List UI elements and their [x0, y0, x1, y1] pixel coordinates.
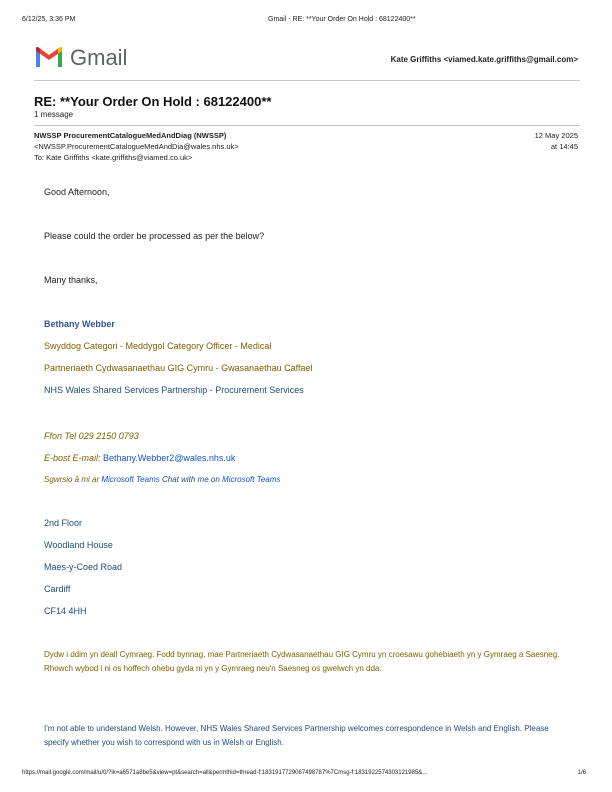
message-date: 12 May 2025: [534, 131, 578, 140]
print-page-title: Gmail - RE: **Your Order On Hold : 68122400**: [268, 16, 416, 23]
address-line: Cardiff: [44, 584, 71, 594]
greeting: Good Afternoon,: [44, 187, 110, 197]
request-text: Please could the order be processed as per the below?: [44, 231, 265, 241]
gmail-m-icon: [34, 45, 64, 69]
message-count: 1 message: [34, 110, 74, 119]
gmail-wordmark: Gmail: [70, 45, 128, 70]
address-line: Woodland House: [44, 540, 113, 550]
welsh-language-notice: Dydw i ddim yn deall Cymraeg. Fodd bynnag, mae Partneriaeth Cydwasanaethau GIG Cymru yn croesawu gohebiaeth yn y Gymraeg a Saesneg. Rhowch wybod i ni os hoffech ohebu gyda ni yn y Gymraeg neu'n Saesneg os gwelwch yn dda.: [44, 650, 560, 673]
signature-teams-line: [44, 475, 280, 484]
signature-org-welsh: Partneriaeth Cydwasanaethau GIG Cymru - Gwasanaethau Caffael: [44, 363, 313, 373]
header-divider: [34, 80, 580, 81]
teams-prefix: Sgwrsio â mi ar: [44, 475, 100, 484]
thanks-text: Many thanks,: [44, 275, 98, 285]
english-language-notice: I'm not able to understand Welsh. However, NHS Wales Shared Services Partnership welcomes correspondence in Welsh and English. Please specify whether you wish to correspond with us in Welsh or English.: [44, 724, 549, 747]
teams-link-english[interactable]: Microsoft Teams: [222, 475, 281, 484]
signature-org-english: NHS Wales Shared Services Partnership - Procurement Services: [44, 385, 304, 395]
sender-name: NWSSP ProcurementCatalogueMedAndDiag (NWSSP): [34, 131, 227, 140]
gmail-logo: [34, 44, 154, 70]
recipient: To: Kate Griffiths <kate.griffiths@viamed.co.uk>: [34, 153, 193, 162]
address-line: 2nd Floor: [44, 518, 83, 528]
message-time: at 14:45: [550, 142, 578, 151]
subject-divider: [34, 125, 580, 126]
teams-link-welsh[interactable]: Microsoft Teams: [101, 475, 160, 484]
signature-name: Bethany Webber: [44, 319, 115, 329]
signature-email-line: [44, 453, 235, 463]
address-line: Maes-y-Coed Road: [44, 562, 123, 572]
sender-email: <NWSSP.ProcurementCatalogueMedAndDia@wales.nhs.uk>: [34, 142, 239, 151]
email-subject: RE: **Your Order On Hold : 68122400**: [34, 94, 272, 109]
signature-title: Swyddog Categori - Meddygol Category Officer - Medical: [44, 341, 272, 351]
page-number: 1/6: [577, 770, 586, 776]
account-user: Kate Griffiths <viamed.kate.griffiths@gmail.com>: [390, 55, 578, 64]
signature-email-link[interactable]: Bethany.Webber2@wales.nhs.uk: [103, 453, 236, 463]
address-line: CF14 4HH: [44, 606, 87, 616]
signature-phone: Ffon Tel 029 2150 0793: [44, 431, 139, 441]
email-label: E-bost E-mail:: [44, 453, 101, 463]
teams-mid-text: Chat with me on: [161, 475, 220, 484]
print-datetime: 6/12/25, 3:36 PM: [22, 16, 76, 23]
print-url: https://mail.google.com/mail/u/0/?ik=a6571a8be5&view=pt&search=all&permthid=thread-f:1831917729067498787%7Cmsg-f:1831922574303121985&...: [22, 770, 428, 776]
